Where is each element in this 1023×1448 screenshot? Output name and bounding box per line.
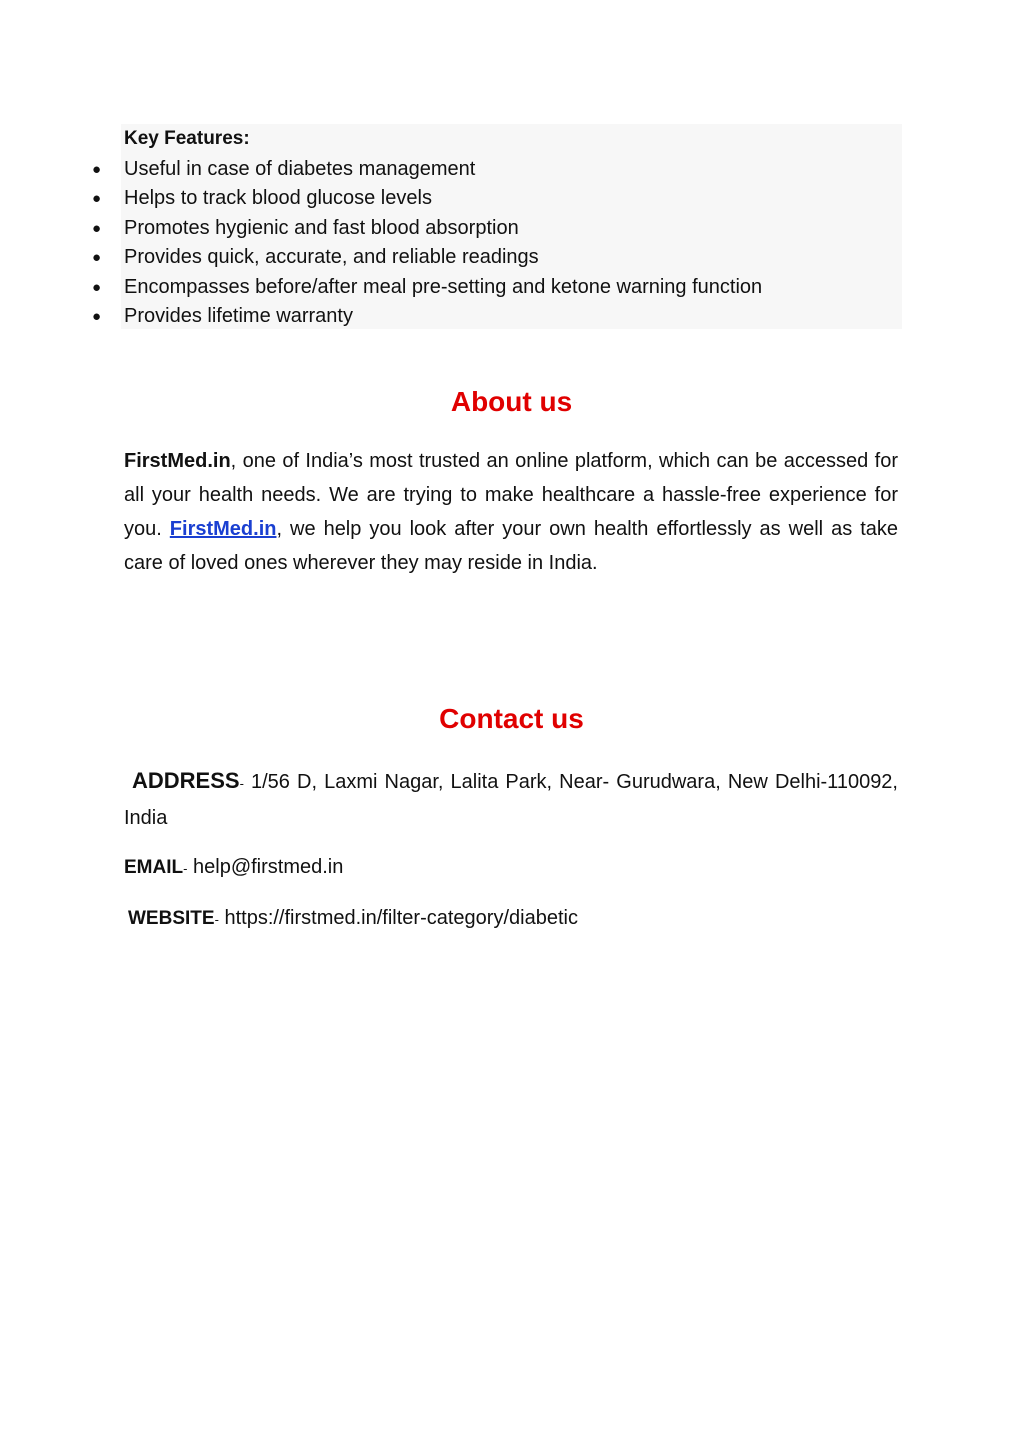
about-text-part2: , we help you look after your own health effortlessly as well as take care of loved ones wherever they may reside in India. [124,518,898,574]
key-features-list [0,155,1023,331]
key-features-title: Key Features: [124,128,250,149]
email-separator: - [183,861,188,876]
feature-text: Provides lifetime warranty [124,304,353,327]
feature-text: Encompasses before/after meal pre-setting and ketone warning function [124,275,763,298]
feature-item [0,184,1023,213]
email-line [124,850,343,886]
bullet-icon: ● [92,161,102,178]
firstmed-link[interactable]: FirstMed.in [169,518,277,540]
bullet-icon: ● [92,219,102,237]
address-line [124,764,898,835]
contact-heading: Contact us [439,703,584,734]
email-label: EMAIL [124,857,184,878]
feature-text: Helps to track blood glucose levels [124,187,432,210]
address-value: 1/56 D, Laxmi Nagar, Lalita Park, Near- Gurudwara, New Delhi-110092, India [124,771,898,829]
feature-item [0,273,1023,302]
website-separator: - [214,912,219,927]
bullet-icon: ● [92,249,102,267]
about-text-part1: , one of India’s most trusted an online platform, which can be accessed for all your health needs. We are trying to make healthcare a hassle-free experience for you. [124,450,898,540]
feature-text: Provides quick, accurate, and reliable readings [124,246,539,269]
feature-item [0,243,1023,272]
email-value: help@firstmed.in [187,856,344,878]
feature-text: Promotes hygienic and fast blood absorption [124,216,519,239]
feature-item [0,214,1023,243]
feature-text: Useful in case of diabetes management [124,158,476,180]
website-line [128,901,578,937]
website-value: https://firstmed.in/filter-category/diabetic [218,907,578,929]
address-separator: - [239,776,244,791]
bullet-icon: ● [92,190,102,208]
feature-item [0,302,1023,331]
about-heading: About us [450,386,573,417]
bullet-icon: ● [92,278,102,296]
address-label: ADDRESS [132,768,240,793]
website-label: WEBSITE [128,908,215,929]
brand-name: FirstMed.in [124,450,231,472]
about-paragraph [124,444,898,580]
feature-item [0,155,1023,184]
bullet-icon: ● [92,307,102,325]
